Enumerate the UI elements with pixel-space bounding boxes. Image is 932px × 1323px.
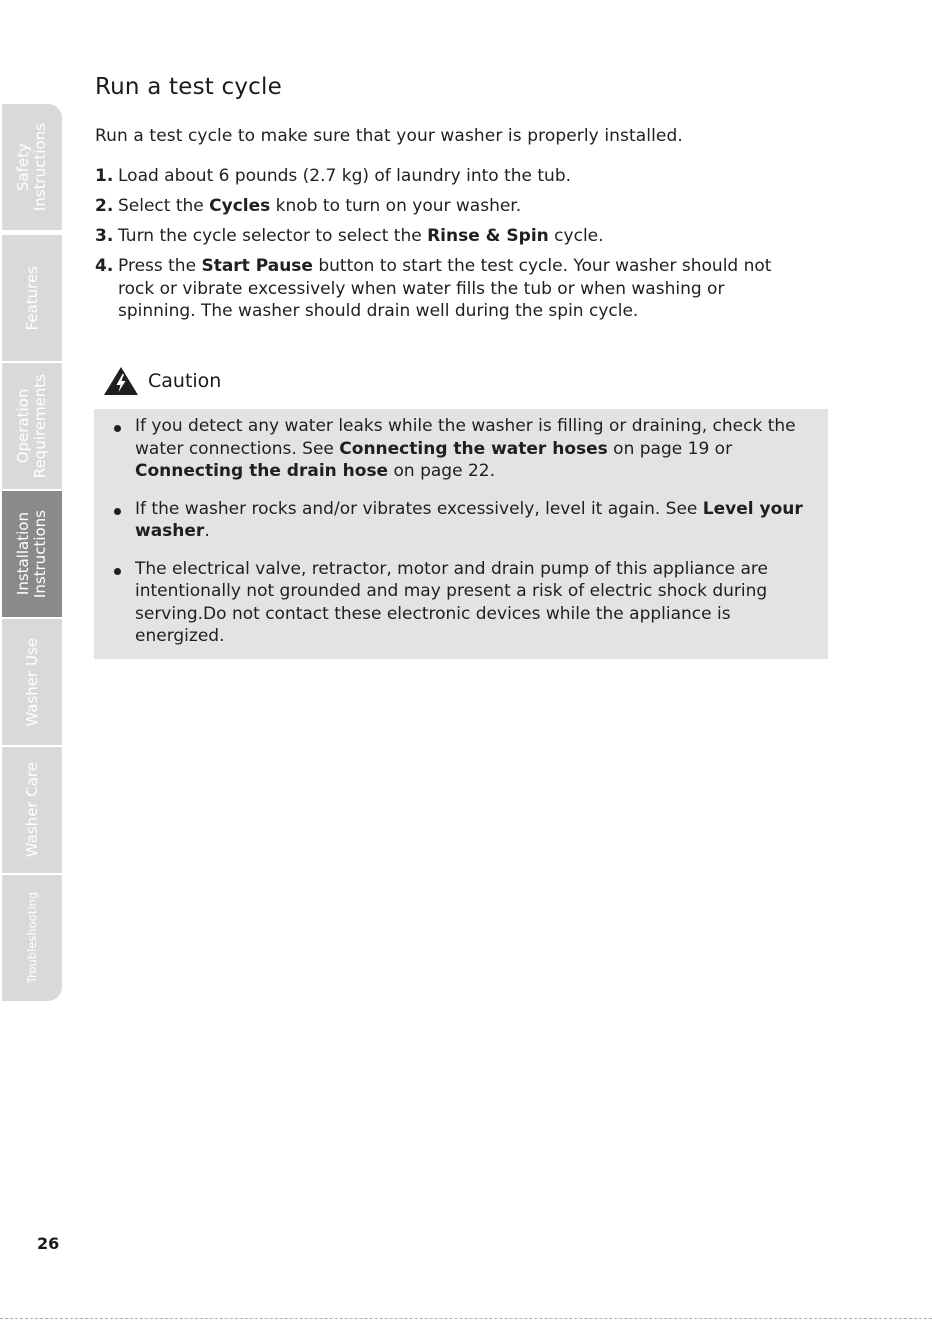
intro-text: Run a test cycle to make sure that your washer is properly installed. — [95, 126, 683, 146]
steps-list — [95, 165, 795, 330]
caution-reference: Connecting the water hoses — [339, 438, 608, 459]
step-text: Load about 6 pounds (2.7 kg) of laundry into the tub. — [118, 166, 572, 186]
caution-box — [94, 409, 828, 659]
tab-label: Operation Requirements — [14, 373, 49, 479]
step-text: button to start the test cycle. Your washer should not rock or vibrate excessively when water fills the tub or when washing or spinning. The washer should drain well during the spin cycle. — [118, 256, 772, 321]
bullet-dot — [114, 425, 121, 432]
page-number: 26 — [37, 1234, 60, 1253]
caution-text: If you detect any water leaks while the washer is filling or draining, check the water connections. See — [135, 416, 796, 459]
step-item — [95, 195, 795, 218]
step-item — [95, 165, 795, 188]
caution-heading — [103, 366, 221, 396]
tab-washer-care[interactable] — [2, 747, 62, 873]
tab-features[interactable] — [2, 235, 62, 361]
step-text: Press the — [118, 256, 202, 276]
caution-text: If the washer rocks and/or vibrates excessively, level it again. See — [135, 498, 703, 519]
step-number: 2. — [95, 196, 114, 216]
caution-reference: Level your washer — [135, 498, 803, 541]
tab-safety-instructions[interactable] — [2, 104, 62, 230]
caution-reference: Connecting the drain hose — [135, 461, 389, 481]
tab-label: Troubleshooting — [24, 892, 39, 984]
caution-text: on page 22. — [388, 461, 495, 481]
step-text: cycle. — [548, 226, 604, 246]
tab-installation-instructions[interactable] — [2, 491, 62, 617]
step-item — [95, 225, 795, 248]
step-text: Turn the cycle selector to select the — [118, 226, 428, 246]
page-bottom-rule — [0, 1318, 932, 1319]
step-emphasis: Rinse & Spin — [427, 226, 549, 246]
tab-washer-use[interactable] — [2, 619, 62, 745]
tab-operation-requirements[interactable] — [2, 363, 62, 489]
step-number: 3. — [95, 226, 114, 246]
tab-label: Washer Use — [22, 637, 41, 727]
tab-label: Installation Instructions — [14, 509, 49, 599]
caution-bullet — [112, 558, 825, 648]
tab-troubleshooting[interactable] — [2, 875, 62, 1001]
caution-text: . — [204, 521, 210, 541]
tab-label: Washer Care — [22, 762, 41, 858]
step-number: 1. — [95, 166, 114, 186]
electric-shock-warning-icon — [103, 366, 139, 396]
tab-label: Safety Instructions — [14, 122, 49, 212]
page-title: Run a test cycle — [95, 74, 282, 100]
bullet-dot — [114, 568, 121, 575]
step-item — [95, 255, 795, 323]
step-number: 4. — [95, 256, 114, 276]
step-emphasis: Cycles — [209, 196, 271, 216]
caution-label: Caution — [148, 370, 222, 392]
caution-text: on page 19 or — [607, 438, 733, 459]
caution-text: The electrical valve, retractor, motor and drain pump of this appliance are intentionally not grounded and may present a risk of electric shock during serving.Do not contact these electronic devices while the appliance is energized. — [135, 558, 768, 646]
bullet-dot — [114, 508, 121, 515]
step-text: knob to turn on your washer. — [270, 196, 522, 216]
tab-label: Features — [22, 265, 41, 331]
step-text: Select the — [118, 196, 210, 216]
caution-bullet — [112, 498, 825, 543]
step-emphasis: Start Pause — [201, 256, 313, 276]
caution-bullet — [112, 415, 825, 483]
